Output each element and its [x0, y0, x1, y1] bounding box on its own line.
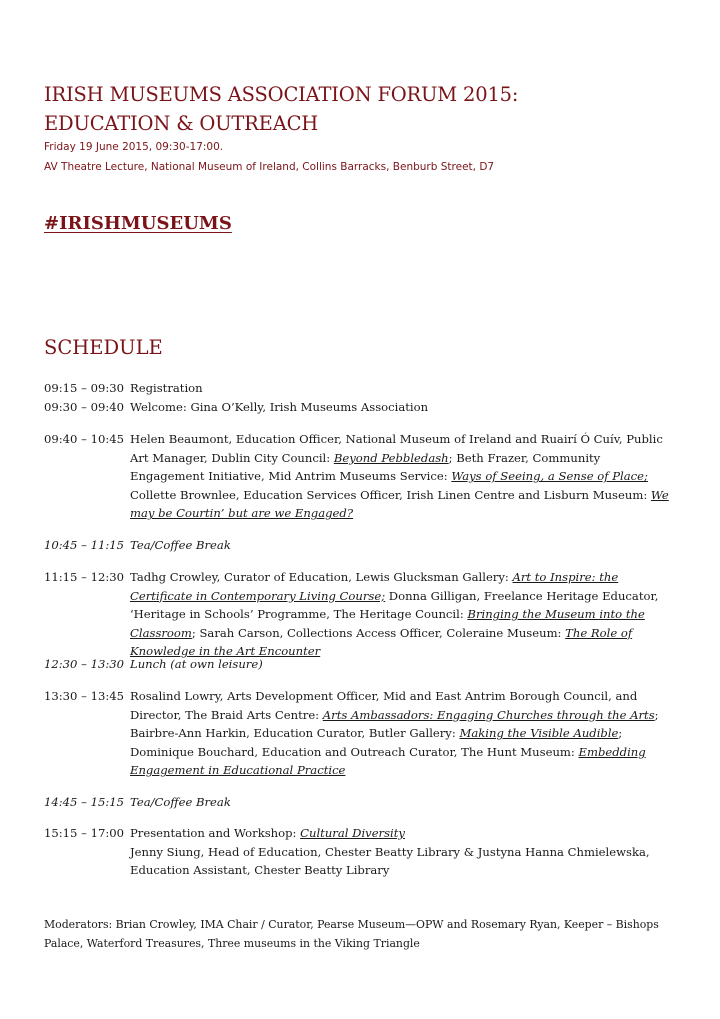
talk-title: Art to Inspire: the Certificate in Contemporary Living Course;	[130, 570, 619, 603]
hashtag: #IRISHMUSEUMS	[44, 213, 232, 234]
speaker-text: Tadhg Crowley, Curator of Education, Lewis Glucksman Gallery:	[130, 570, 513, 584]
schedule-time: 09:15 – 09:30	[44, 381, 124, 395]
schedule-heading: SCHEDULE	[44, 336, 163, 359]
speaker-text: Rosalind Lowry, Arts Development Officer, Mid and East Antrim Borough Council, and Director, The Braid Arts Centre:	[130, 689, 638, 722]
moderators: Moderators: Brian Crowley, IMA Chair / Curator, Pearse Museum—OPW and Rosemary Ryan, Keeper – Bishops Palace, Waterford Treasures, Three museums in the Viking Triangle	[44, 918, 659, 950]
speaker-text: ; Sarah Carson, Collections Access Officer, Coleraine Museum:	[191, 625, 566, 640]
schedule-time: 13:30 – 13:45	[44, 689, 124, 703]
break-text: Tea/Coffee Break	[130, 538, 231, 552]
talk-title: Cultural Diversity	[300, 826, 405, 840]
speaker-text: ; Beth Frazer, Community Engagement Initiative, Mid Antrim Museums Service:	[130, 450, 601, 484]
speaker-text: Helen Beaumont, Education Officer, National Museum of Ireland and Ruairí Ó Cuív, Public Art Manager, Dublin City Council:	[130, 432, 663, 465]
talk-title: Making the Visible Audible	[459, 726, 619, 741]
speaker-text: Jenny Siung, Head of Education, Chester Beatty Library & Justyna Hanna Chmielewska, Education Assistant, Chester Beatty Library	[130, 844, 650, 878]
talk-title: Bringing the Museum into the Classroom	[130, 607, 645, 640]
workshop-text	[130, 824, 678, 880]
schedule-time: 09:30 – 09:40	[44, 400, 124, 414]
talk-title: The Role of Knowledge in the Art Encounter	[130, 625, 633, 659]
speaker-text: ; Dominique Bouchard, Education and Outreach Curator, The Hunt Museum:	[130, 726, 623, 759]
speaker-text: Presentation and Workshop:	[130, 826, 301, 840]
session-1-text	[130, 430, 678, 523]
schedule-text: Registration	[130, 381, 203, 395]
talk-title: Arts Ambassadors: Engaging Churches through the Arts	[322, 707, 655, 722]
session-2-text	[130, 568, 678, 661]
session-3-text	[130, 687, 678, 780]
schedule-time: 10:45 – 11:15	[44, 538, 124, 552]
schedule-time: 15:15 – 17:00	[44, 826, 124, 840]
break-text: Tea/Coffee Break	[130, 795, 231, 809]
schedule-text: Welcome: Gina O’Kelly, Irish Museums Association	[130, 400, 429, 414]
speaker-text: ; Bairbre-Ann Harkin, Education Curator, Butler Gallery:	[130, 707, 659, 741]
event-venue: AV Theatre Lecture, National Museum of Ireland, Collins Barracks, Benburb Street, D7	[44, 161, 495, 173]
title-line-2: EDUCATION & OUTREACH	[44, 112, 319, 135]
speaker-text: Collette Brownlee, Education Services Officer, Irish Linen Centre and Lisburn Museum:	[130, 487, 651, 502]
schedule-time: 14:45 – 15:15	[44, 795, 124, 809]
talk-title: Ways of Seeing, a Sense of Place;	[451, 469, 648, 484]
talk-title: Beyond Pebbledash	[333, 450, 449, 465]
event-date: Friday 19 June 2015, 09:30-17:00.	[44, 141, 224, 153]
speaker-text: Donna Gilligan, Freelance Heritage Educator, ‘Heritage in Schools’ Programme, The Heritage Council:	[130, 588, 659, 622]
talk-title: Embedding Engagement in Educational Practice	[130, 744, 646, 778]
schedule-time: 12:30 – 13:30	[44, 657, 124, 671]
lunch-text: Lunch (at own leisure)	[130, 657, 263, 671]
schedule-time: 11:15 – 12:30	[44, 570, 124, 584]
talk-title: We may be Courtin’ but are we Engaged?	[130, 487, 669, 521]
title-line-1: IRISH MUSEUMS ASSOCIATION FORUM 2015:	[44, 83, 519, 106]
schedule-time: 09:40 – 10:45	[44, 432, 124, 446]
